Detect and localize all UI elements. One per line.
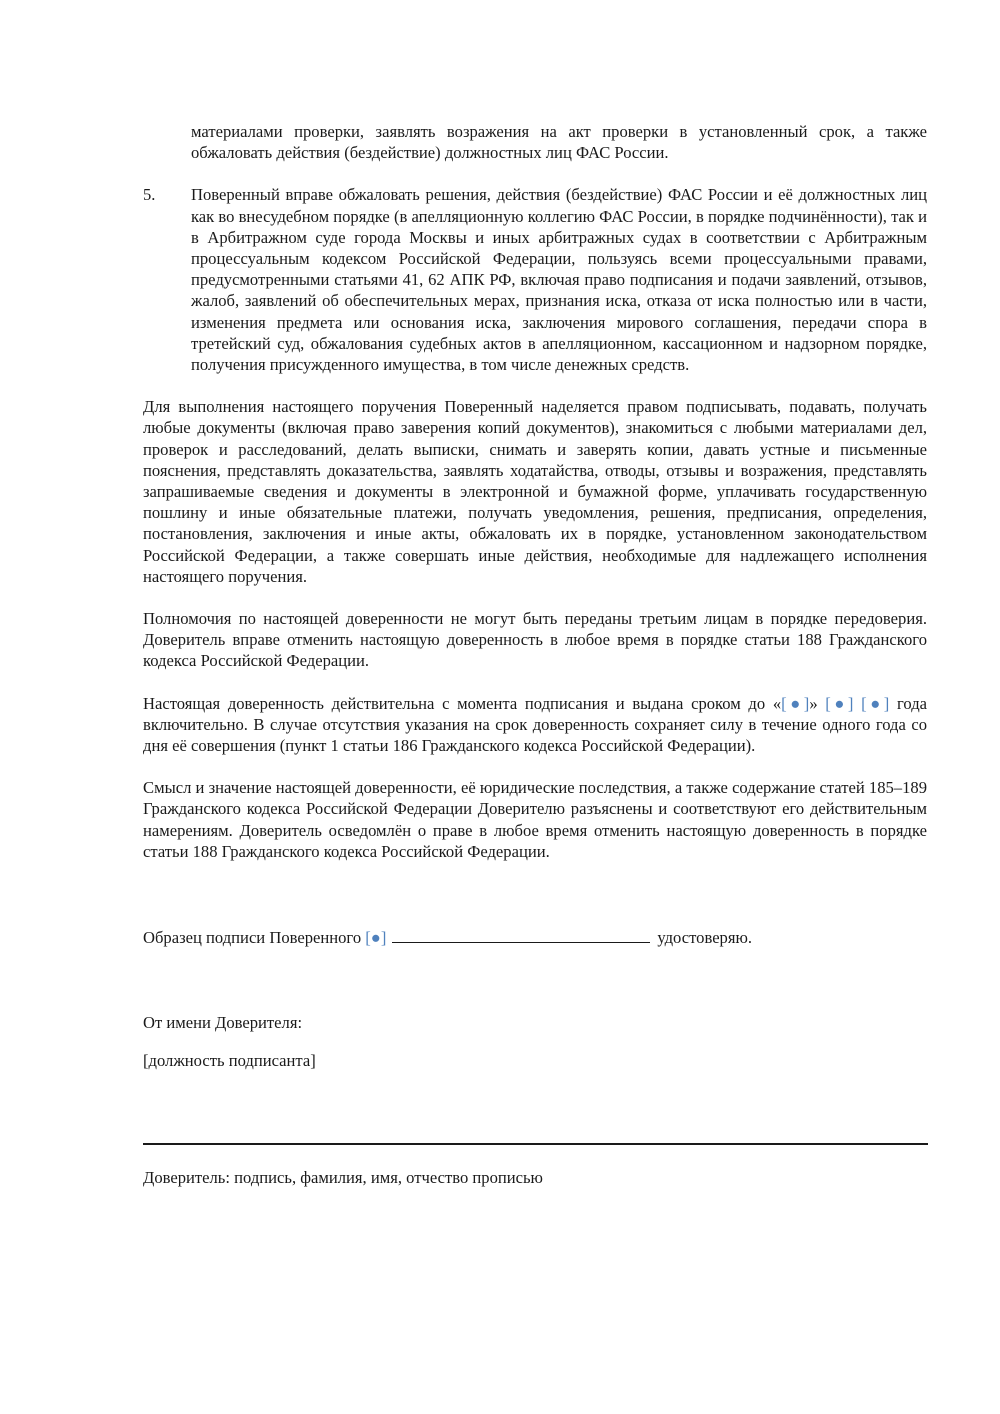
list-item-5 [143,184,927,375]
specimen-prefix: Образец подписи Поверенного [143,928,366,948]
validity-year-placeholder: [●] [861,693,890,713]
document-page [143,121,927,1188]
validity-paragraph [143,693,927,757]
specimen-placeholder: [●] [365,928,387,948]
validity-prefix: Настоящая доверенность действительна с момента подписания и выдана сроком до « [143,693,782,713]
specimen-suffix: удостоверяю. [657,928,753,948]
continuation-item-text: материалами проверки, заявлять возражения на акт проверки в установленный срок, а также обжаловать действия (бездействие) должностных лиц ФАС России. [191,122,927,163]
list-item-number: 5. [143,185,156,205]
validity-suffix: года включительно. В случае отсутствия указания на срок доверенность сохраняет силу в течение одного года со дня её совершения (пункт 1 статьи 186 Гражданского кодекса Российской Федерации). [143,693,928,756]
validity-month-placeholder: [●] [825,693,854,713]
signature-specimen-line [143,926,927,948]
on-behalf-label: От имени Доверителя: [143,1013,303,1033]
meaning-paragraph: Смысл и значение настоящей доверенности, её юридические последствия, а также содержание статей 185–189 Гражданского кодекса Российской Федерации Доверителю разъяснены и соответствуют его действительным намерениям. Доверитель осведомлён о праве в любое время отменить настоящую доверенность в порядке статьи 188 Гражданского кодекса Российской Федерации. [143,778,927,861]
signatory-position: [должность подписанта] [143,1050,316,1070]
validity-space [853,694,861,713]
list-item-text: Поверенный вправе обжаловать решения, действия (бездействие) ФАС России и её должностных лиц как во внесудебном порядке (в апелляционную коллегию ФАС России, в порядке подчинённости), так и в Арбитражном суде города Москвы и иных арбитражных судах в соответствии с Арбитражным процессуальным кодексом Российской Федерации, пользуясь всеми процессуальными правами, предусмотренными статьями 41, 62 АПК РФ, включая право подписания и подачи заявлений, отзывов, жалоб, заявлений об обеспечительных мерах, признания иска, отказа от иска полностью или в части, изменения предмета или основания иска, заключения мирового соглашения, передачи спора в третейский суд, обжалования судебных актов в апелляционном, кассационном и надзорном порядке, получения присужденного имущества, в том числе денежных средств. [191,185,927,375]
principal-caption: Доверитель: подпись, фамилия, имя, отчество прописью [143,1167,543,1187]
signature-blank-line [392,926,650,943]
powers-paragraph: Для выполнения настоящего поручения Поверенный наделяется правом подписывать, подавать, получать любые документы (включая право заверения копий документов), знакомиться с любыми материалами дел, проверок и расследований, делать выписки, снимать и заверять копии, давать устные и письменные пояснения, представлять доказательства, заявлять ходатайства, отводы, отзывы и возражения, представлять запрашиваемые сведения и документы в электронной и бумажной форме, уплачивать государственную пошлину и иные обязательные платежи, получать уведомления, решения, предписания, определения, постановления, заключения и иные акты, обжаловать их в порядке, установленном законодательством Российской Федерации, а также совершать иные действия, необходимые для надлежащего исполнения настоящего поручения. [143,397,927,586]
signature-rule [143,1143,928,1145]
validity-day-placeholder: [●] [781,693,810,713]
validity-mid: » [809,693,826,713]
no-substitution-paragraph: Полномочия по настоящей доверенности не могут быть переданы третьим лицам в порядке передоверия. Доверитель вправе отменить настоящую доверенность в любое время в порядке статьи 188 Гражданского кодекса Российской Федерации. [143,609,927,671]
